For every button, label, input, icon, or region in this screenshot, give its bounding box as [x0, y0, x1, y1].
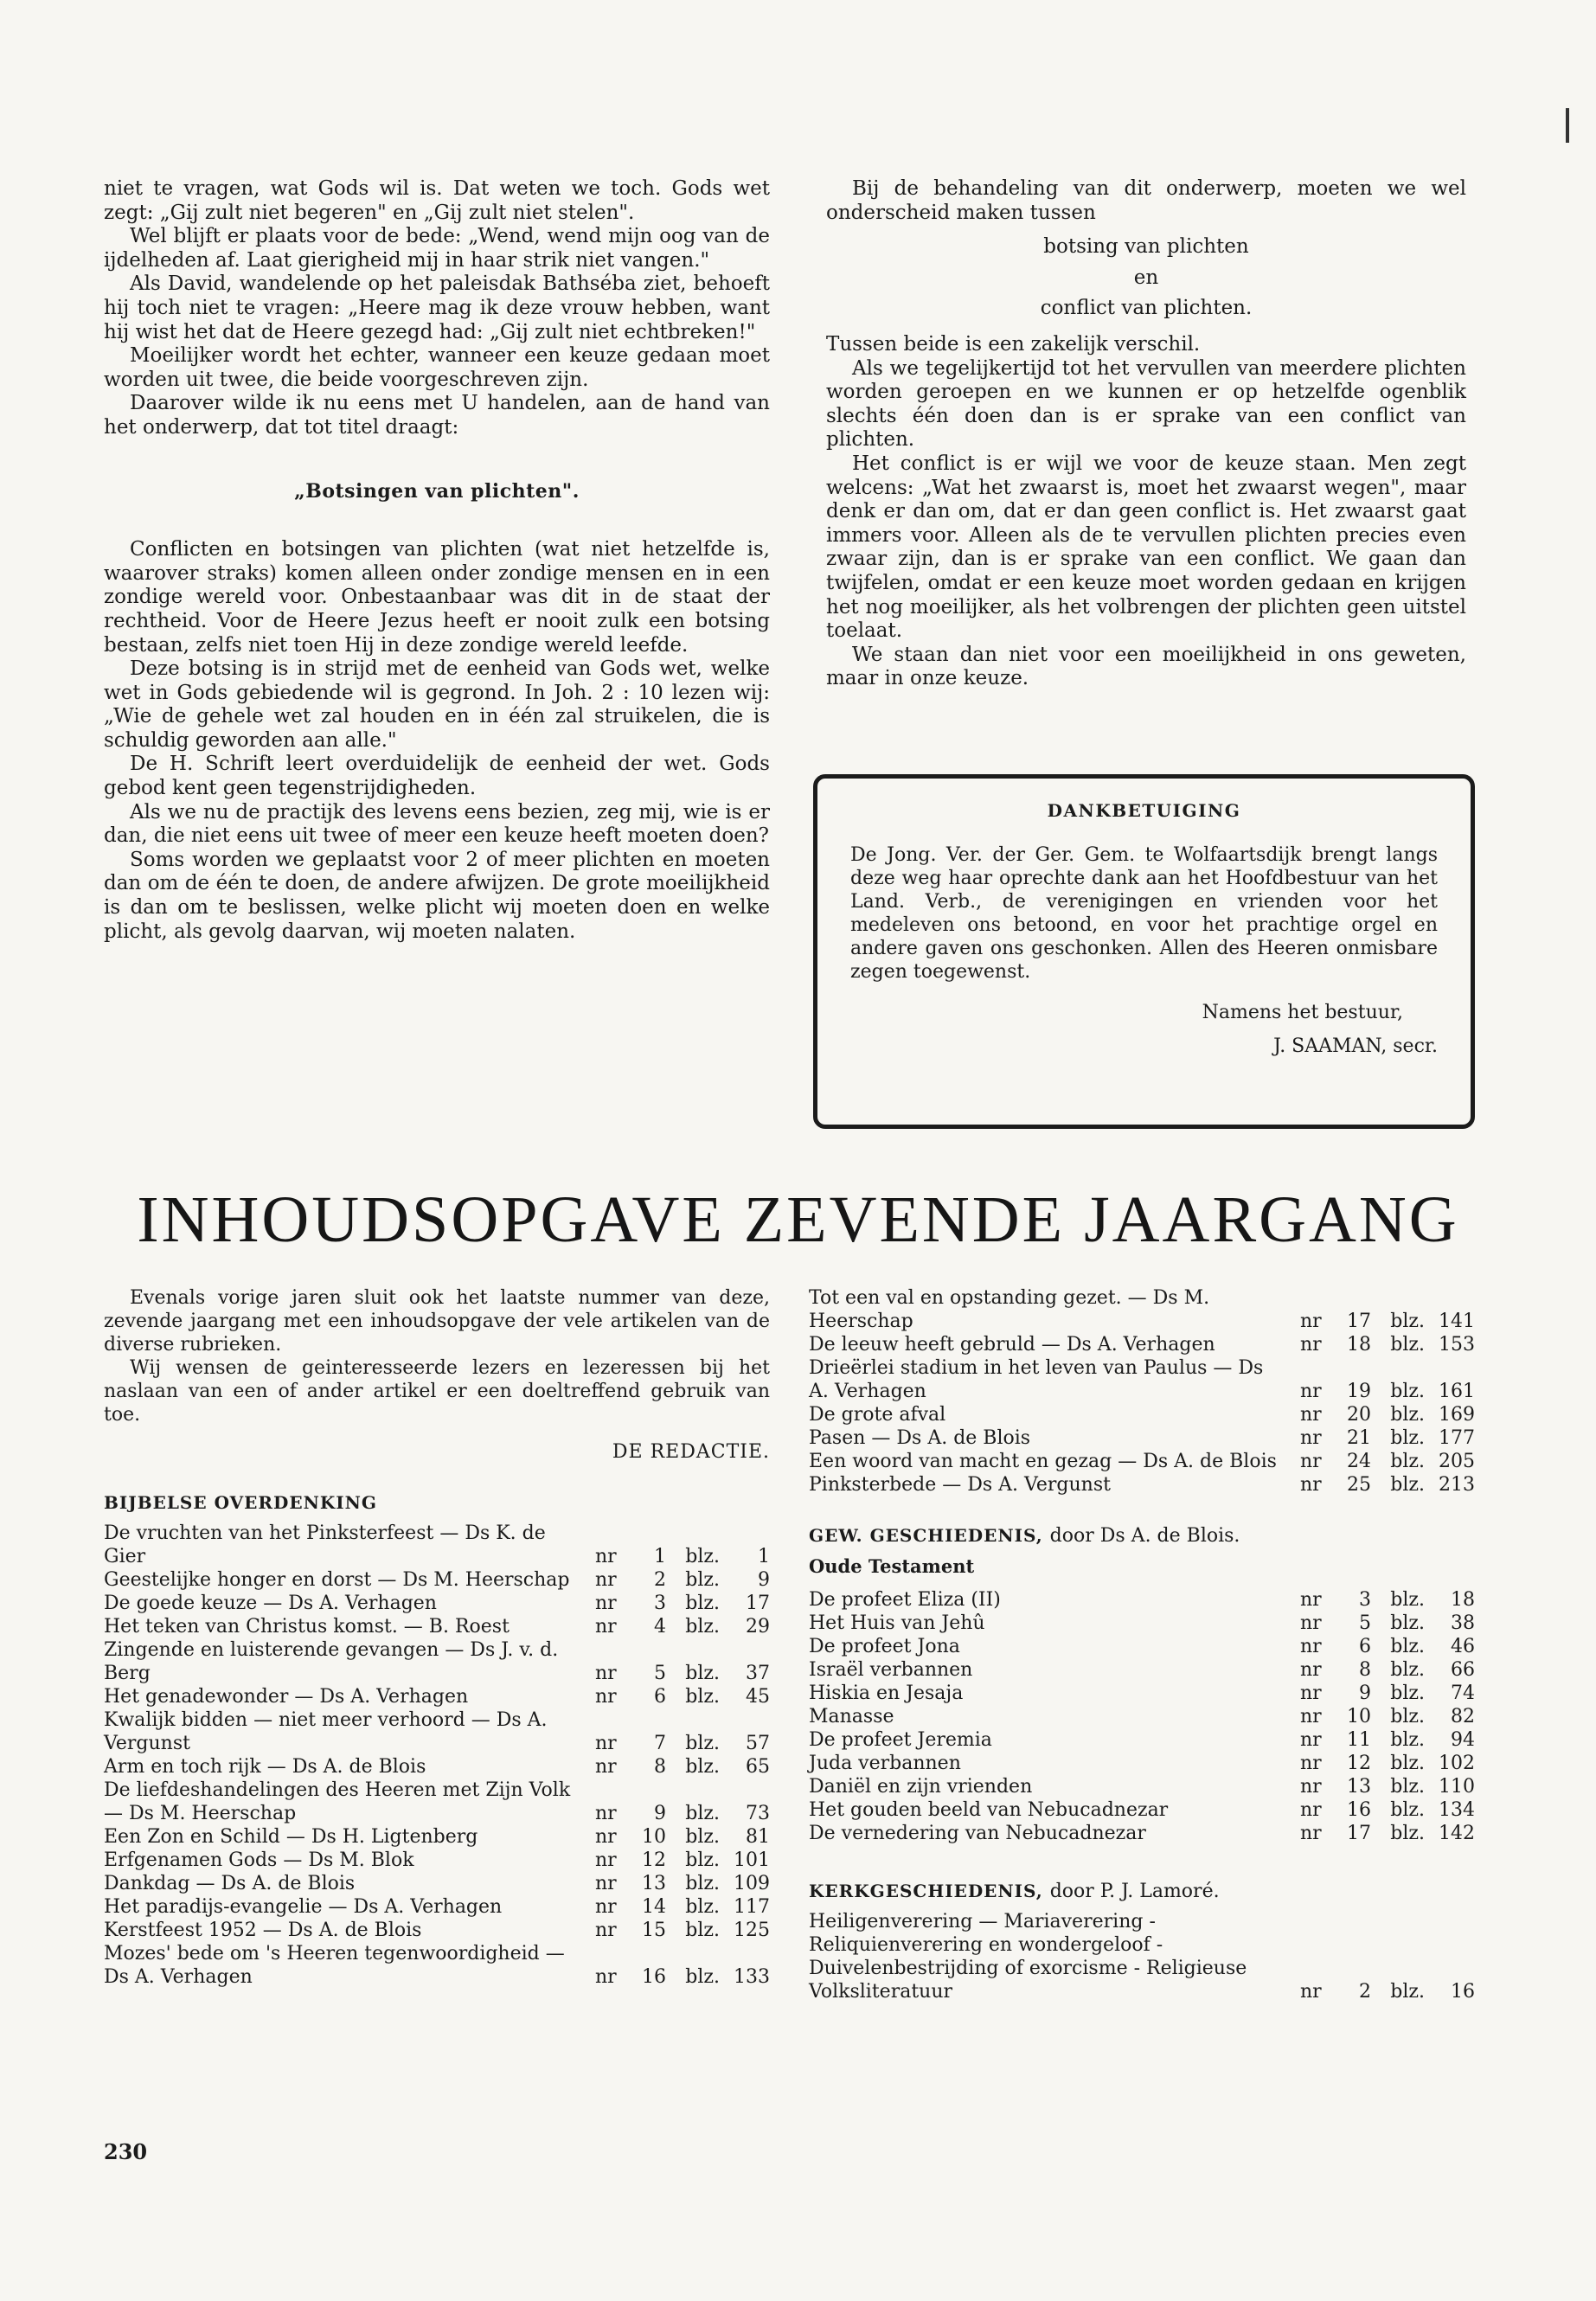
entry-blz-value: 9: [758, 1569, 770, 1591]
entry-nr-value: 11: [1347, 1729, 1371, 1751]
right-paragraph-3: Het conflict is er wijl we voor de keuze staan. Men zegt welcens: „Wat het zwaarst is, moet het zwaarst wegen", maar denk er dan om, dat er dan geen conflict is. Het zwaarst gaat immers voor. Alleen als de te vervullen plichten precies even zwaar zijn, dan is er sprake van een conflict. We gaan dan twijfelen, omdat er een keuze moet worden gedaan en krijgen het nog moeilijker, als het volbrengen der plichten geen uitstel toelaat.: [826, 452, 1466, 643]
entry-blz-label: blz.: [685, 1756, 720, 1778]
entry-blz-label: blz.: [685, 1849, 720, 1871]
entry-title: Pasen — Ds A. de Blois: [809, 1427, 1031, 1449]
entry-blz-label: blz.: [685, 1826, 720, 1848]
index-entry: [104, 1872, 770, 1895]
entry-nr-value: 8: [654, 1756, 666, 1778]
entry-nr-label: nr: [1300, 1311, 1322, 1332]
entry-blz-label: blz.: [1390, 1682, 1425, 1704]
right-paragraph-1: Tussen beide is een zakelijk verschil.: [826, 332, 1201, 356]
entry-title: De grote afval: [809, 1404, 946, 1426]
entry-blz-label: blz.: [685, 1966, 720, 1988]
entry-nr-value: 3: [654, 1593, 666, 1614]
entry-nr-label: nr: [595, 1920, 617, 1941]
entry-title: Israël verbannen: [809, 1659, 973, 1681]
entry-blz-label: blz.: [685, 1663, 720, 1684]
index-entry: [104, 1568, 770, 1592]
entry-nr-value: 17: [1347, 1311, 1371, 1332]
entry-nr-value: 24: [1347, 1451, 1371, 1472]
entry-blz-value: 45: [746, 1686, 770, 1708]
entry-title: De profeet Jeremia: [809, 1729, 992, 1751]
entry-blz-value: 57: [746, 1733, 770, 1754]
index-entry: [809, 1658, 1475, 1682]
index-entry: [809, 1426, 1475, 1450]
entry-nr-label: nr: [1300, 1823, 1322, 1844]
entry-title: De goede keuze — Ds A. Verhagen: [104, 1593, 437, 1614]
entry-nr-value: 19: [1347, 1381, 1371, 1402]
entry-nr-value: 10: [1347, 1706, 1371, 1727]
entry-nr-label: nr: [595, 1966, 617, 1988]
entry-blz-label: blz.: [1390, 1427, 1425, 1449]
index-entry: [809, 1822, 1475, 1845]
entry-blz-label: blz.: [1390, 1729, 1425, 1751]
dankbetuiging-body: De Jong. Ver. der Ger. Gem. te Wolfaartsdijk brengt langs deze weg haar oprechte dank aan het Hoofdbestuur van het Land. Verb., de verenigingen en vrienden voor het medeleven ons betoond, en voor het prachtige orgel en andere gaven ons geschonken. Allen des Heeren onmisbare zegen toegewenst.: [850, 844, 1438, 983]
index-entry: [809, 1728, 1475, 1752]
kerkgesch-heading-label: KERKGESCHIEDENIS,: [809, 1881, 1043, 1901]
entry-title: Drieërlei stadium in het leven van Paulus — Ds A. Verhagen: [809, 1357, 1264, 1402]
entry-title: Pinksterbede — Ds A. Vergunst: [809, 1474, 1111, 1496]
entry-blz-value: 142: [1439, 1823, 1475, 1844]
entry-blz-value: 74: [1451, 1682, 1475, 1704]
entry-title: Kwalijk bidden — niet meer verhoord — Ds A. Vergunst: [104, 1709, 548, 1754]
entry-nr-value: 14: [642, 1896, 666, 1918]
entry-blz-label: blz.: [685, 1873, 720, 1894]
entry-blz-value: 94: [1451, 1729, 1475, 1751]
article-left-column: [104, 177, 770, 944]
entry-nr-value: 25: [1347, 1474, 1371, 1496]
entry-nr-label: nr: [595, 1826, 617, 1848]
entry-blz-value: 213: [1439, 1474, 1475, 1496]
gewgesch-list: [809, 1588, 1475, 1845]
entry-blz-label: blz.: [1390, 1776, 1425, 1798]
entry-title: Tot een val en opstanding gezet. — Ds M. Heerschap: [809, 1287, 1210, 1332]
index-entry: [809, 1752, 1475, 1775]
entry-nr-value: 7: [654, 1733, 666, 1754]
entry-nr-label: nr: [595, 1663, 617, 1684]
entry-nr-label: nr: [1300, 1612, 1322, 1634]
index-entry: [104, 1895, 770, 1919]
entry-blz-value: 16: [1451, 1981, 1475, 2003]
index-entry: [104, 1849, 770, 1872]
entry-blz-label: blz.: [685, 1803, 720, 1824]
entry-blz-value: 73: [746, 1803, 770, 1824]
index-entry: [809, 1588, 1475, 1612]
entry-nr-value: 17: [1347, 1823, 1371, 1844]
entry-blz-value: 141: [1439, 1311, 1475, 1332]
entry-blz-value: 205: [1439, 1451, 1475, 1472]
entry-nr-value: 6: [1359, 1636, 1371, 1657]
entry-nr-label: nr: [1300, 1404, 1322, 1426]
entry-nr-value: 9: [654, 1803, 666, 1824]
index-entry: [104, 1708, 770, 1755]
page-number: 230: [104, 2139, 148, 2164]
entry-nr-value: 15: [642, 1920, 666, 1941]
index-entry: [104, 1685, 770, 1708]
redactie-signature: DE REDACTIE.: [612, 1441, 770, 1463]
entry-nr-label: nr: [595, 1616, 617, 1638]
entry-blz-value: 133: [734, 1966, 770, 1988]
kerkgesch-list: [809, 1910, 1475, 2003]
article-right-column: [826, 177, 1466, 691]
gewgesch-author: door Ds A. de Blois.: [1049, 1525, 1240, 1547]
entry-nr-value: 3: [1359, 1589, 1371, 1611]
distinction-line-1: botsing van plichten: [1043, 235, 1249, 259]
entry-nr-label: nr: [1300, 1451, 1322, 1472]
entry-blz-label: blz.: [685, 1920, 720, 1941]
entry-title: Erfgenamen Gods — Ds M. Blok: [104, 1849, 414, 1871]
right-paragraph-2: Als we tegelijkertijd tot het vervullen van meerdere plichten worden geroepen en we kunnen er op hetzelfde ogenblik slechts één doen dan is er sprake van een conflict van plichten.: [826, 356, 1466, 452]
entry-nr-label: nr: [595, 1849, 617, 1871]
entry-blz-label: blz.: [1390, 1753, 1425, 1774]
entry-blz-label: blz.: [1390, 1334, 1425, 1356]
index-right-column: [809, 1286, 1475, 2003]
entry-title: Zingende en luisterende gevangen — Ds J. v. d. Berg: [104, 1639, 559, 1684]
entry-nr-value: 13: [642, 1873, 666, 1894]
entry-blz-value: 125: [734, 1920, 770, 1941]
entry-title: De liefdeshandelingen des Heeren met Zijn Volk — Ds M. Heerschap: [104, 1779, 571, 1824]
right-paragraph-4: We staan dan niet voor een moeilijkheid in ons geweten, maar in onze keuze.: [826, 643, 1466, 690]
entry-blz-value: 153: [1439, 1334, 1475, 1356]
entry-blz-value: 101: [734, 1849, 770, 1871]
entry-blz-label: blz.: [685, 1733, 720, 1754]
entry-nr-label: nr: [595, 1896, 617, 1918]
entry-blz-value: 82: [1451, 1706, 1475, 1727]
entry-blz-value: 161: [1439, 1381, 1475, 1402]
entry-blz-value: 65: [746, 1756, 770, 1778]
entry-title: Kerstfeest 1952 — Ds A. de Blois: [104, 1920, 422, 1941]
index-entry: [809, 1910, 1475, 2003]
left-paragraph-3: Als David, wandelende op het paleisdak Bathséba ziet, behoeft hij toch niet te vragen: „Heere mag ik deze vrouw hebben, want hij wist het dat de Heere gezegd had: „Gij zult niet echtbreken!": [104, 272, 770, 343]
entry-blz-label: blz.: [1390, 1823, 1425, 1844]
left-paragraph-5: Daarover wilde ik nu eens met U handelen, aan de hand van het onderwerp, dat tot titel draagt:: [104, 392, 770, 439]
entry-title: Arm en toch rijk — Ds A. de Blois: [104, 1756, 426, 1778]
index-entry: [809, 1356, 1475, 1403]
entry-nr-label: nr: [1300, 1334, 1322, 1356]
article-heading: „Botsingen van plichten".: [294, 479, 580, 503]
kerkgesch-author: door P. J. Lamoré.: [1049, 1881, 1220, 1902]
entry-title: Daniël en zijn vrienden: [809, 1776, 1033, 1798]
entry-nr-label: nr: [595, 1686, 617, 1708]
entry-nr-value: 10: [642, 1826, 666, 1848]
entry-nr-value: 13: [1347, 1776, 1371, 1798]
index-entry: [809, 1333, 1475, 1356]
entry-blz-value: 169: [1439, 1404, 1475, 1426]
left-paragraph-b-2: Deze botsing is in strijd met de eenheid van Gods wet, welke wet in Gods gebiedende wil is gegrond. In Joh. 2 : 10 lezen wij: „Wie de gehele wet zal houden en in één zal struikelen, die is schuldig geworden aan alle.": [104, 657, 770, 752]
entry-blz-value: 134: [1439, 1799, 1475, 1821]
index-title: INHOUDSOPGAVE ZEVENDE JAARGANG: [137, 1183, 1459, 1256]
section-heading-bijbelse: BIJBELSE OVERDENKING: [104, 1492, 378, 1513]
entry-nr-value: 4: [654, 1616, 666, 1638]
entry-blz-value: 1: [758, 1546, 770, 1567]
subheading-oude-testament: Oude Testament: [809, 1555, 975, 1577]
entry-nr-value: 9: [1359, 1682, 1371, 1704]
entry-nr-value: 5: [654, 1663, 666, 1684]
entry-blz-label: blz.: [1390, 1706, 1425, 1727]
entry-nr-label: nr: [1300, 1427, 1322, 1449]
entry-title: De vruchten van het Pinksterfeest — Ds K. de Gier: [104, 1522, 546, 1567]
entry-nr-label: nr: [1300, 1636, 1322, 1657]
entry-nr-label: nr: [595, 1873, 617, 1894]
distinction-line-3: conflict van plichten.: [1040, 297, 1253, 320]
index-entry: [809, 1635, 1475, 1658]
entry-title: Het genadewonder — Ds A. Verhagen: [104, 1686, 469, 1708]
entry-nr-label: nr: [1300, 1474, 1322, 1496]
entry-title: Juda verbannen: [809, 1753, 961, 1774]
entry-blz-label: blz.: [685, 1686, 720, 1708]
entry-blz-value: 117: [734, 1896, 770, 1918]
entry-nr-value: 2: [1359, 1981, 1371, 2003]
index-entry: [104, 1919, 770, 1942]
entry-nr-value: 2: [654, 1569, 666, 1591]
entry-blz-value: 66: [1451, 1659, 1475, 1681]
entry-blz-value: 46: [1451, 1636, 1475, 1657]
entry-title: Manasse: [809, 1706, 894, 1727]
index-entry: [809, 1798, 1475, 1822]
entry-nr-label: nr: [595, 1569, 617, 1591]
index-entry: [104, 1638, 770, 1685]
index-left-column: [104, 1286, 770, 1989]
entry-nr-value: 12: [1347, 1753, 1371, 1774]
entry-nr-value: 16: [642, 1966, 666, 1988]
entry-title: Een Zon en Schild — Ds H. Ligtenberg: [104, 1826, 478, 1848]
signature-name: J. SAAMAN, secr.: [1273, 1035, 1438, 1057]
entry-nr-label: nr: [1300, 1776, 1322, 1798]
entry-blz-label: blz.: [685, 1546, 720, 1567]
entry-nr-label: nr: [1300, 1381, 1322, 1402]
index-entry: [809, 1450, 1475, 1473]
entry-blz-label: blz.: [685, 1616, 720, 1638]
entry-blz-value: 102: [1439, 1753, 1475, 1774]
entry-nr-value: 21: [1347, 1427, 1371, 1449]
entry-blz-label: blz.: [1390, 1474, 1425, 1496]
dankbetuiging-title: DANKBETUIGING: [1047, 800, 1241, 821]
entry-blz-label: blz.: [1390, 1381, 1425, 1402]
entry-nr-value: 18: [1347, 1334, 1371, 1356]
entry-nr-label: nr: [1300, 1729, 1322, 1751]
entry-nr-label: nr: [595, 1756, 617, 1778]
entry-blz-label: blz.: [1390, 1404, 1425, 1426]
entry-blz-label: blz.: [1390, 1311, 1425, 1332]
scan-edge-mark: [1566, 108, 1569, 143]
index-entry: [809, 1682, 1475, 1705]
entry-nr-label: nr: [1300, 1981, 1322, 2003]
entry-nr-label: nr: [595, 1546, 617, 1567]
entry-nr-label: nr: [1300, 1589, 1322, 1611]
entry-blz-value: 18: [1451, 1589, 1475, 1611]
entry-title: Heiligenverering — Mariaverering - Reliquienverering en wondergeloof - Duivelenbestrijding of exorcisme - Religieuse Volksliteratuur: [809, 1911, 1247, 2003]
index-entry: [104, 1779, 770, 1825]
left-paragraph-4: Moeilijker wordt het echter, wanneer een keuze gedaan moet worden uit twee, die beide voorgeschreven zijn.: [104, 344, 770, 391]
entry-blz-label: blz.: [685, 1569, 720, 1591]
index-entry: [104, 1942, 770, 1989]
index-entry: [809, 1473, 1475, 1497]
left-paragraph-2: Wel blijft er plaats voor de bede: „Wend, wend mijn oog van de ijdelheden af. Laat gierigheid mij in haar strik niet vangen.": [104, 225, 770, 272]
entry-nr-value: 1: [654, 1546, 666, 1567]
entry-title: De leeuw heeft gebruld — Ds A. Verhagen: [809, 1334, 1215, 1356]
entry-title: Het gouden beeld van Nebucadnezar: [809, 1799, 1169, 1821]
entry-blz-label: blz.: [1390, 1659, 1425, 1681]
entry-nr-label: nr: [595, 1803, 617, 1824]
entry-nr-value: 12: [642, 1849, 666, 1871]
entry-blz-value: 109: [734, 1873, 770, 1894]
entry-blz-value: 38: [1451, 1612, 1475, 1634]
entry-title: Dankdag — Ds A. de Blois: [104, 1873, 356, 1894]
entry-blz-label: blz.: [1390, 1636, 1425, 1657]
entry-title: Mozes' bede om 's Heeren tegenwoordigheid — Ds A. Verhagen: [104, 1943, 565, 1988]
entry-nr-value: 5: [1359, 1612, 1371, 1634]
left-paragraph-b-3: De H. Schrift leert overduidelijk de eenheid der wet. Gods gebod kent geen tegenstrijdigheden.: [104, 753, 770, 800]
entry-blz-value: 17: [746, 1593, 770, 1614]
entry-title: Geestelijke honger en dorst — Ds M. Heerschap: [104, 1569, 570, 1591]
index-entry: [104, 1522, 770, 1568]
section-heading-gewgesch: [809, 1524, 1475, 1548]
entry-title: Een woord van macht en gezag — Ds A. de Blois: [809, 1451, 1277, 1472]
entry-title: Hiskia en Jesaja: [809, 1682, 964, 1704]
entry-title: Het paradijs-evangelie — Ds A. Verhagen: [104, 1896, 503, 1918]
gewgesch-heading-label: GEW. GESCHIEDENIS,: [809, 1525, 1043, 1546]
entry-blz-label: blz.: [1390, 1612, 1425, 1634]
entry-nr-label: nr: [595, 1593, 617, 1614]
entry-blz-value: 81: [746, 1826, 770, 1848]
entry-blz-label: blz.: [1390, 1451, 1425, 1472]
entry-nr-value: 20: [1347, 1404, 1371, 1426]
index-entry: [809, 1286, 1475, 1333]
left-paragraph-b-1: Conflicten en botsingen van plichten (wat niet hetzelfde is, waarover straks) komen alleen onder zondige mensen en in een zondige wereld voor. Onbestaanbaar was dit in de staat der rechtheid. Voor de Heere Jezus heeft er nooit zulk een botsing bestaan, zelfs niet toen Hij in deze zondige wereld leefde.: [104, 538, 770, 657]
entry-nr-label: nr: [1300, 1799, 1322, 1821]
index-entry: [809, 1705, 1475, 1728]
index-entry: [809, 1775, 1475, 1798]
section-heading-kerkgesch: [809, 1880, 1475, 1903]
entry-blz-value: 37: [746, 1663, 770, 1684]
index-intro-paragraph-1: Evenals vorige jaren sluit ook het laatste nummer van deze, zevende jaargang met een inhoudsopgave der vele artikelen van de diverse rubrieken.: [104, 1287, 770, 1356]
index-entry: [809, 1612, 1475, 1635]
entry-nr-label: nr: [1300, 1753, 1322, 1774]
dankbetuiging-box: [813, 774, 1475, 1129]
entry-title: Het teken van Christus komst. — B. Roest: [104, 1616, 510, 1638]
entry-title: De profeet Jona: [809, 1636, 960, 1657]
entry-blz-label: blz.: [1390, 1981, 1425, 2003]
index-entry: [104, 1825, 770, 1849]
entry-blz-value: 110: [1439, 1776, 1475, 1798]
entry-nr-label: nr: [1300, 1706, 1322, 1727]
entry-blz-label: blz.: [685, 1896, 720, 1918]
entry-blz-label: blz.: [1390, 1799, 1425, 1821]
signature-line: Namens het bestuur,: [1202, 1002, 1403, 1023]
entry-nr-value: 8: [1359, 1659, 1371, 1681]
entry-title: Het Huis van Jehû: [809, 1612, 985, 1634]
bijbelse-list: [104, 1522, 770, 1989]
continued-list: [809, 1286, 1475, 1497]
entry-blz-label: blz.: [1390, 1589, 1425, 1611]
index-intro-paragraph-2: Wij wensen de geinteresseerde lezers en lezeressen bij het naslaan van een of ander artikel er een doeltreffend gebruik van toe.: [104, 1357, 770, 1426]
index-entry: [104, 1755, 770, 1779]
entry-nr-value: 16: [1347, 1799, 1371, 1821]
entry-nr-value: 6: [654, 1686, 666, 1708]
left-paragraph-1: niet te vragen, wat Gods wil is. Dat weten we toch. Gods wet zegt: „Gij zult niet begeren" en „Gij zult niet stelen".: [104, 177, 770, 224]
index-entry: [104, 1592, 770, 1615]
entry-nr-label: nr: [595, 1733, 617, 1754]
left-paragraph-b-4: Als we nu de practijk des levens eens bezien, zeg mij, wie is er dan, die niet eens uit twee of meer een keuze heeft moeten doen?: [104, 800, 770, 848]
index-entry: [104, 1615, 770, 1638]
intro-paragraph: Bij de behandeling van dit onderwerp, moeten we wel onderscheid maken tussen: [826, 177, 1466, 224]
entry-blz-label: blz.: [685, 1593, 720, 1614]
index-entry: [809, 1403, 1475, 1426]
left-paragraph-b-5: Soms worden we geplaatst voor 2 of meer plichten en moeten dan om de één te doen, de andere afwijzen. De grote moeilijkheid is dan om te beslissen, welke plicht wij moeten doen en welke plicht, als gevolg daarvan, wij moeten nalaten.: [104, 848, 770, 943]
entry-title: De vernedering van Nebucadnezar: [809, 1823, 1146, 1844]
entry-blz-value: 29: [746, 1616, 770, 1638]
entry-title: De profeet Eliza (II): [809, 1589, 1001, 1611]
entry-nr-label: nr: [1300, 1682, 1322, 1704]
entry-blz-value: 177: [1439, 1427, 1475, 1449]
distinction-line-2: en: [1133, 266, 1159, 289]
entry-nr-label: nr: [1300, 1659, 1322, 1681]
